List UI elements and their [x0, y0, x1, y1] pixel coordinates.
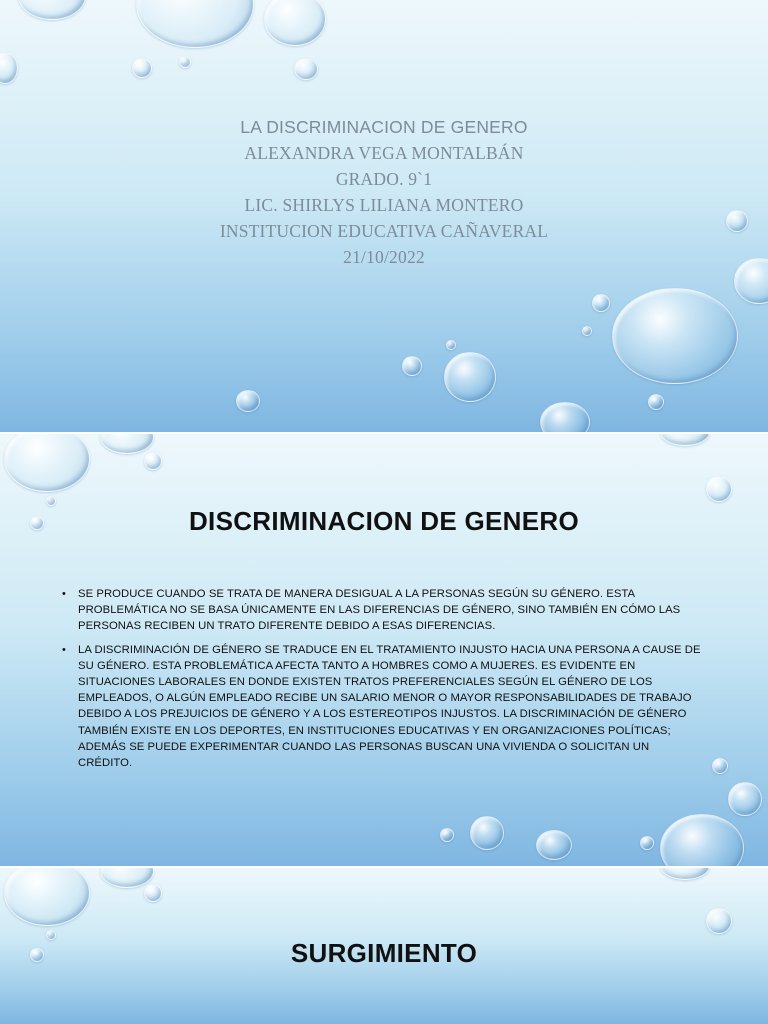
slide-heading: SURGIMIENTO	[290, 938, 478, 968]
water-drop-decoration	[402, 356, 422, 376]
water-drop-decoration	[640, 836, 654, 850]
water-drop-decoration	[100, 868, 154, 888]
presentation-title: LA DISCRIMINACION DE GENERO	[240, 117, 528, 137]
water-drop-decoration	[136, 0, 254, 48]
water-drop-decoration	[440, 828, 454, 842]
water-drop-decoration	[236, 390, 260, 412]
bullet-item: • LA DISCRIMINACIÓN DE GÉNERO SE TRADUCE EN EL TRATAMIENTO INJUSTO HACIA UNA PERSONA A CAUSE DE SU GÉNERO. ESTA PROBLEMÁTICA AFECTA TANTO A HOMBRES COMO A MUJERES. ES EVIDENTE EN SITUACIONES LABORALES EN DONDE EXISTEN TRATOS PREFERENCIALES SEGÚN EL GÉNERO DE LOS EMPLEADOS, O ALGÚN EMPLEADO RECIBE UN SALARIO MENOR O MAYOR RESPONSABILIDADES DE TRABAJO DEBIDO A LOS PREJUICIOS DE GÉNERO Y A LOS ESTEREOTIPOS INJUSTOS. LA DISCRIMINACIÓN DE GÉNERO TAMBIÉN EXISTE EN LOS DEPORTES, EN INSTITUCIONES EDUCATIVAS Y EN ORGANIZACIONES POLÍTICAS; ADEMÁS SE PUEDE EXPERIMENTAR CUANDO LAS PERSONAS BUSCAN UNA VIVIENDA O SOLICITAN UN CRÉDITO.	[62, 642, 702, 772]
water-drop-decoration	[728, 782, 762, 816]
water-drop-decoration	[144, 884, 162, 902]
water-drop-decoration	[444, 352, 496, 402]
title-slide	[0, 0, 768, 432]
content-slide-surgimiento	[0, 868, 768, 1024]
water-drop-decoration	[4, 434, 90, 492]
bullet-list	[62, 586, 702, 778]
slide-heading: DISCRIMINACION DE GENERO	[188, 506, 579, 536]
water-drop-decoration	[144, 452, 162, 470]
water-drop-decoration	[706, 476, 732, 502]
institution-name: INSTITUCION EDUCATIVA CAÑAVERAL	[219, 221, 549, 241]
water-drop-decoration	[660, 868, 710, 880]
content-slide-discriminacion	[0, 434, 768, 866]
water-drop-decoration	[648, 394, 664, 410]
water-drop-decoration	[660, 814, 744, 866]
water-drop-decoration	[132, 58, 152, 78]
water-drop-decoration	[294, 58, 318, 80]
water-drop-decoration	[582, 326, 592, 336]
water-drop-decoration	[46, 496, 56, 506]
water-drop-decoration	[179, 56, 191, 68]
water-drop-decoration	[536, 830, 572, 860]
water-drop-decoration	[592, 294, 610, 312]
water-drop-decoration	[470, 816, 504, 850]
teacher-name: LIC. SHIRLYS LILIANA MONTERO	[244, 195, 524, 215]
water-drop-decoration	[18, 0, 86, 20]
title-block	[0, 114, 768, 270]
water-drop-decoration	[0, 52, 18, 84]
water-drop-decoration	[264, 0, 326, 46]
water-drop-decoration	[100, 434, 154, 454]
bullet-item: • SE PRODUCE CUANDO SE TRATA DE MANERA DESIGUAL A LA PERSONAS SEGÚN SU GÉNERO. ESTA PROBLEMÁTICA NO SE BASA ÚNICAMENTE EN LAS DIFERENCIAS DE GÉNERO, SINO TAMBIÉN EN CÓMO LAS PERSONAS RECIBEN UN TRATO DIFERENTE DEBIDO A ESAS DIFERENCIAS.	[62, 586, 702, 635]
water-drop-decoration	[712, 758, 728, 774]
water-drop-decoration	[706, 908, 732, 934]
grade-label: GRADO. 9`1	[335, 169, 433, 189]
water-drop-decoration	[540, 402, 590, 432]
presentation-date: 21/10/2022	[343, 247, 425, 267]
author-name: ALEXANDRA VEGA MONTALBÁN	[244, 143, 524, 163]
water-drop-decoration	[4, 868, 90, 926]
water-drop-decoration	[660, 434, 710, 446]
water-drop-decoration	[446, 340, 456, 350]
water-drop-decoration	[612, 288, 738, 384]
